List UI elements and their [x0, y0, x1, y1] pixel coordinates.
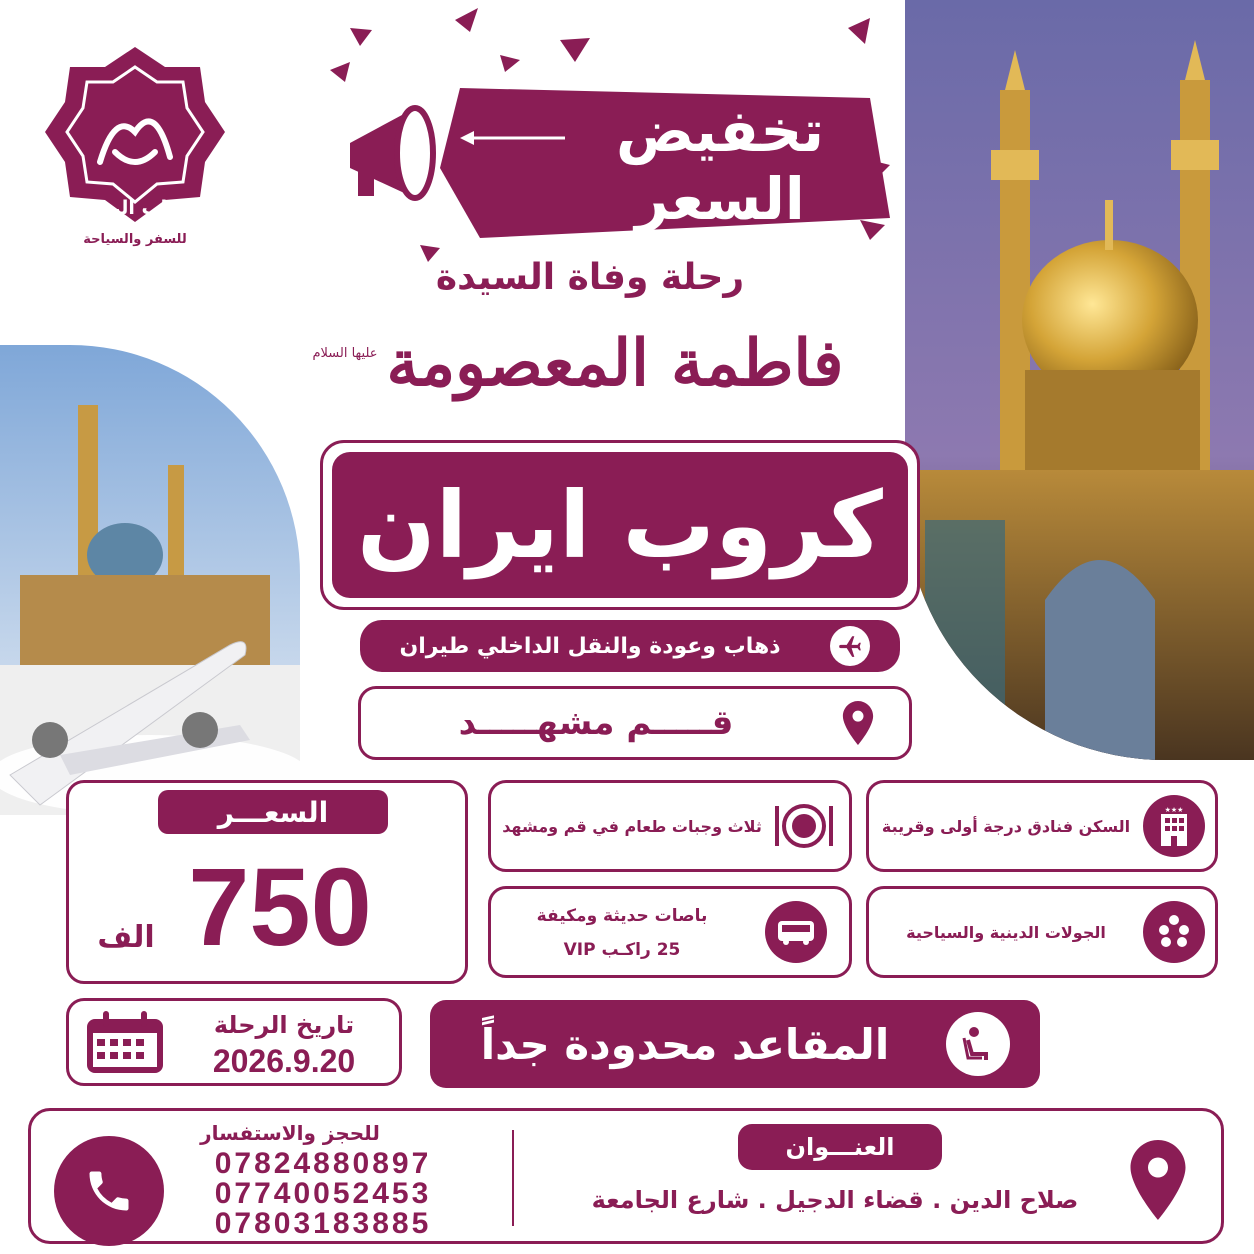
footer-divider — [512, 1130, 514, 1226]
calendar-icon — [85, 1011, 165, 1075]
trip-honorific: عليها السلام — [312, 345, 378, 361]
brand-name: ميزاب الرحمة — [71, 197, 199, 219]
seats-banner — [430, 1000, 1040, 1088]
address-label-pill — [738, 1124, 942, 1170]
feature-hotels-text: السكن فنادق درجة أولى وقريبة — [881, 816, 1131, 836]
group-title: كروب ايران — [332, 452, 908, 598]
feature-tours — [866, 886, 1218, 978]
seat-icon — [946, 1012, 1010, 1076]
transport-banner — [360, 620, 900, 672]
feature-tours-text: الجولات الدينية والسياحية — [906, 922, 1106, 942]
promo-line1: تخفيض — [615, 97, 825, 165]
arrow-decoration — [460, 128, 570, 148]
address-label: العنـــوان — [785, 1133, 895, 1161]
feature-hotels — [866, 780, 1218, 872]
contact-phone-2[interactable]: 07740052453 — [214, 1177, 432, 1210]
price-unit: الف — [97, 919, 155, 955]
trip-date-box — [66, 998, 402, 1086]
phone-icon[interactable] — [54, 1136, 164, 1246]
brand-logo — [45, 42, 225, 252]
megaphone-icon — [330, 98, 450, 208]
airplane-icon — [830, 626, 870, 666]
feature-meals-text: ثلاث وجبات طعام في قم ومشهد — [502, 816, 762, 836]
trip-title-small: رحلة وفاة السيدة — [435, 256, 745, 298]
feature-buses-line2: 25 راكـب VIP — [563, 940, 681, 960]
shrine-photo-right — [905, 0, 1254, 760]
address-text: صلاح الدين . قضاء الدجيل . شارع الجامعة — [591, 1186, 1079, 1214]
seats-text: المقاعد محدودة جداً — [480, 1019, 890, 1069]
price-label: السعـــر — [217, 795, 329, 829]
price-label-pill — [158, 790, 388, 834]
brand-tagline: للسفر والسياحة — [83, 232, 187, 247]
feature-buses-line1: باصات حديثة ومكيفة — [536, 906, 708, 926]
destinations-text: قـــــم مشهـــــد — [458, 703, 734, 743]
feature-meals — [488, 780, 852, 872]
svg-text:★★★: ★★★ — [1164, 806, 1184, 814]
transport-text: ذهاب وعودة والنقل الداخلي طيران — [399, 633, 781, 659]
promo-line2: السعر — [635, 165, 805, 233]
contact-phone-3[interactable]: 07803183885 — [214, 1207, 432, 1240]
location-pin-icon-footer — [1128, 1140, 1188, 1220]
trip-date-value: 2026.9.20 — [212, 1042, 356, 1079]
bus-icon — [765, 901, 827, 963]
trip-date-label: تاريخ الرحلة — [213, 1011, 355, 1039]
contact-label: للحجز والاستفسار — [200, 1121, 380, 1145]
hotel-icon — [1143, 795, 1205, 857]
feature-buses — [488, 886, 852, 978]
plate-cutlery-icon — [769, 801, 839, 851]
price-value: 750 — [188, 845, 372, 969]
trip-title-calligraphy: فاطمة المعصومة — [386, 325, 844, 401]
location-pin-icon — [841, 701, 875, 745]
people-group-icon — [1143, 901, 1205, 963]
contact-phone-1[interactable]: 07824880897 — [214, 1147, 432, 1180]
destinations-box — [358, 686, 912, 760]
promo-banner — [400, 78, 900, 243]
